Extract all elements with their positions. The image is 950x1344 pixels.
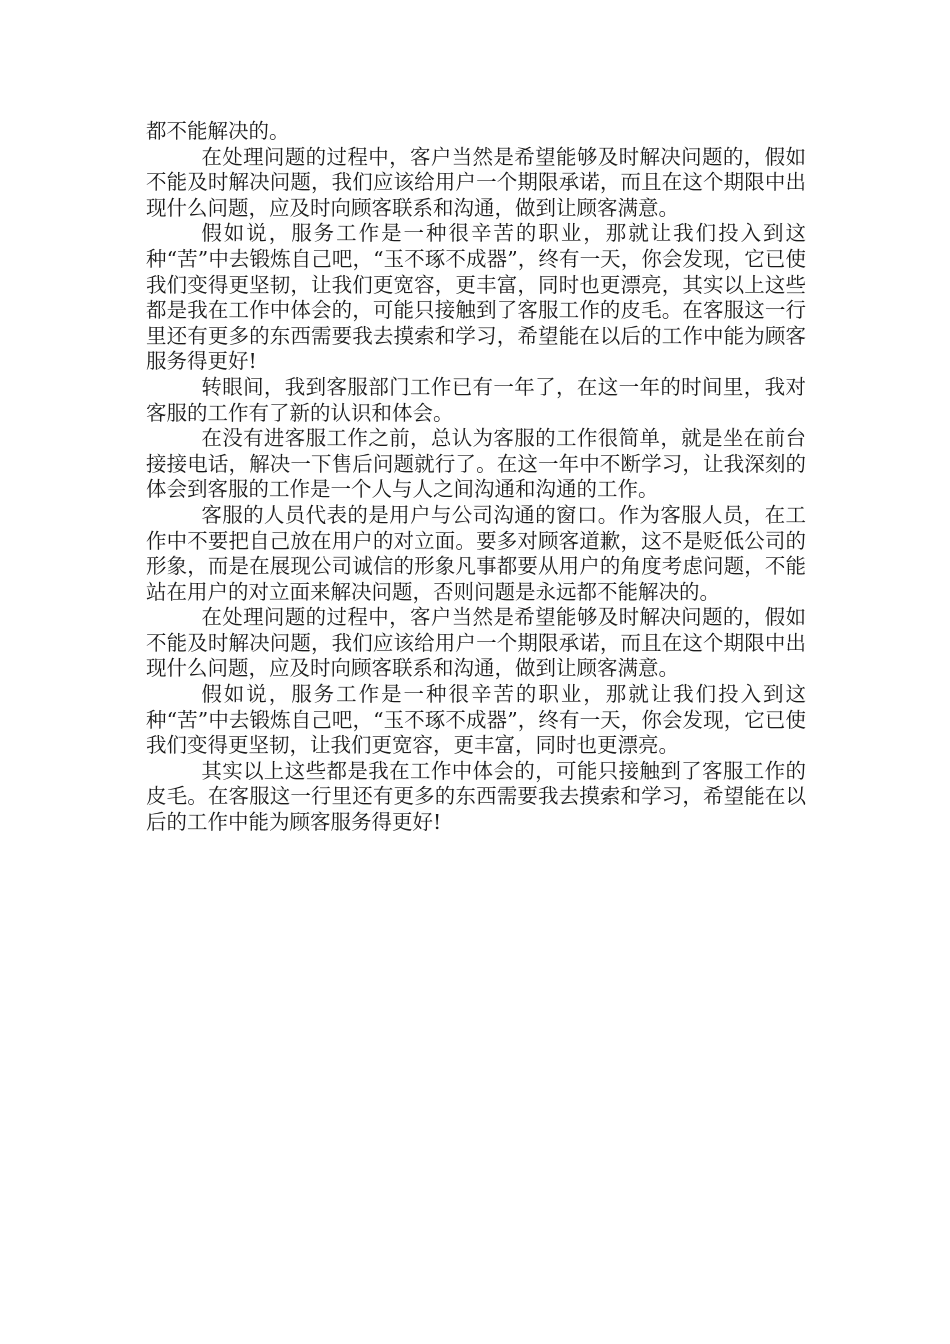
paragraph: 在没有进客服工作之前，总认为客服的工作很简单，就是坐在前台接接电话，解决一下售后问题就行了。在这一年中不断学习，让我深刻的体会到客服的工作是一个人与人之间沟通和沟通的工作。 (146, 426, 806, 502)
paragraph: 假如说，服务工作是一种很辛苦的职业，那就让我们投入到这种“苦”中去锻炼自己吧，“玉不琢不成器”，终有一天，你会发现，它已使我们变得更坚韧，让我们更宽容，更丰富，同时也更漂亮，其实以上这些都是我在工作中体会的，可能只接触到了客服工作的皮毛。在客服这一行里还有更多的东西需要我去摸索和学习，希望能在以后的工作中能为顾客服务得更好! (146, 221, 806, 374)
paragraph: 在处理问题的过程中，客户当然是希望能够及时解决问题的，假如不能及时解决问题，我们应该给用户一个期限承诺，而且在这个期限中出现什么问题，应及时向顾客联系和沟通，做到让顾客满意。 (146, 605, 806, 681)
document-body (146, 119, 806, 836)
paragraph: 转眼间，我到客服部门工作已有一年了，在这一年的时间里，我对客服的工作有了新的认识和体会。 (146, 374, 806, 425)
paragraph: 在处理问题的过程中，客户当然是希望能够及时解决问题的，假如不能及时解决问题，我们应该给用户一个期限承诺，而且在这个期限中出现什么问题，应及时向顾客联系和沟通，做到让顾客满意。 (146, 144, 806, 220)
paragraph: 其实以上这些都是我在工作中体会的，可能只接触到了客服工作的皮毛。在客服这一行里还有更多的东西需要我去摸索和学习，希望能在以后的工作中能为顾客服务得更好! (146, 758, 806, 835)
paragraph: 客服的人员代表的是用户与公司沟通的窗口。作为客服人员，在工作中不要把自己放在用户的对立面。要多对顾客道歉，这不是贬低公司的形象，而是在展现公司诚信的形象凡事都要从用户的角度考虑问题，不能站在用户的对立面来解决问题，否则问题是永远都不能解决的。 (146, 502, 806, 604)
paragraph: 都不能解决的。 (146, 119, 290, 143)
paragraph: 假如说，服务工作是一种很辛苦的职业，那就让我们投入到这种“苦”中去锻炼自己吧，“玉不琢不成器”，终有一天，你会发现，它已使我们变得更坚韧，让我们更宽容，更丰富，同时也更漂亮。 (146, 682, 806, 758)
